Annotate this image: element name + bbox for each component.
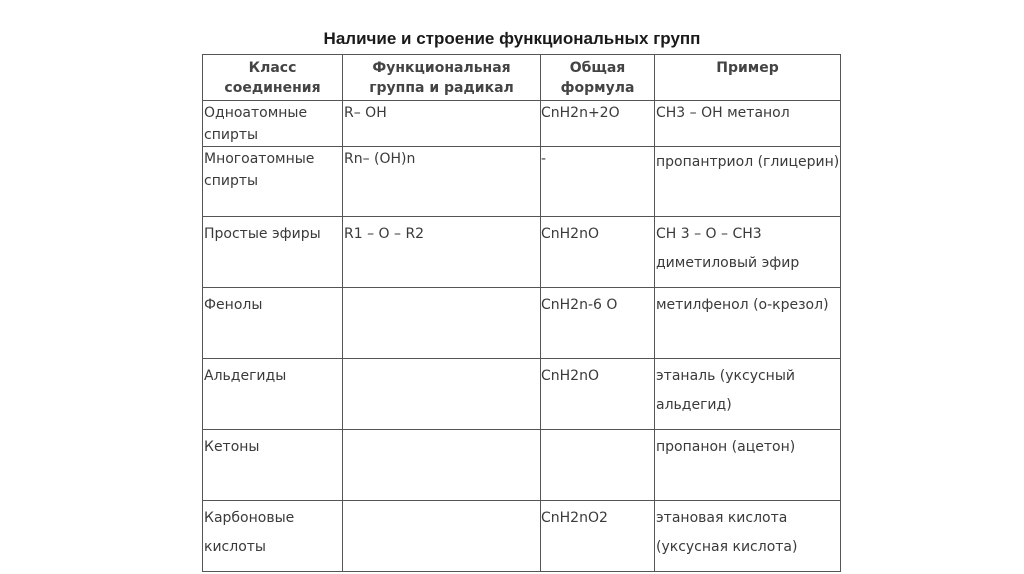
cell-class: Простые эфиры	[203, 217, 343, 288]
cell-group	[343, 501, 541, 572]
cell-example: пропантриол (глицерин)	[655, 147, 841, 217]
cell-group: R– OH	[343, 101, 541, 147]
cell-class: Многоатомные спирты	[203, 147, 343, 217]
cell-group	[343, 430, 541, 501]
cell-formula	[541, 430, 655, 501]
cell-class: Фенолы	[203, 288, 343, 359]
cell-formula: CnH2nO	[541, 217, 655, 288]
table-row	[203, 101, 841, 147]
table-row	[203, 288, 841, 359]
cell-formula: CnH2n+2O	[541, 101, 655, 147]
cell-formula: CnH2nO	[541, 359, 655, 430]
cell-class: Карбоновые кислоты	[203, 501, 343, 572]
cell-group: Rn– (OH)n	[343, 147, 541, 217]
table-row	[203, 217, 841, 288]
table-row	[203, 359, 841, 430]
cell-formula: CnH2nO2	[541, 501, 655, 572]
cell-group	[343, 359, 541, 430]
cell-example: этаналь (уксусный альдегид)	[655, 359, 841, 430]
cell-formula: -	[541, 147, 655, 217]
header-compound-class: Класс соединения	[203, 55, 343, 101]
table-row	[203, 430, 841, 501]
slide-title: Наличие и строение функциональных групп	[323, 29, 701, 48]
cell-class: Кетоны	[203, 430, 343, 501]
cell-class: Одноатомные спирты	[203, 101, 343, 147]
cell-group	[343, 288, 541, 359]
table-row	[203, 501, 841, 572]
cell-class: Альдегиды	[203, 359, 343, 430]
header-general-formula: Общая формула	[541, 55, 655, 101]
header-example: Пример	[655, 55, 841, 101]
cell-example: пропанон (ацетон)	[655, 430, 841, 501]
cell-example: CH 3 – O – CH3 диметиловый эфир	[655, 217, 841, 288]
cell-example: CH3 – OH метанол	[655, 101, 841, 147]
table-row	[203, 147, 841, 217]
cell-group: R1 – O – R2	[343, 217, 541, 288]
header-functional-group: Функциональная группа и радикал	[343, 55, 541, 101]
cell-example: метилфенол (о-крезол)	[655, 288, 841, 359]
cell-example: этановая кислота (уксусная кислота)	[655, 501, 841, 572]
table-header-row	[203, 55, 841, 101]
functional-groups-table	[202, 54, 841, 572]
cell-formula: CnH2n-6 O	[541, 288, 655, 359]
